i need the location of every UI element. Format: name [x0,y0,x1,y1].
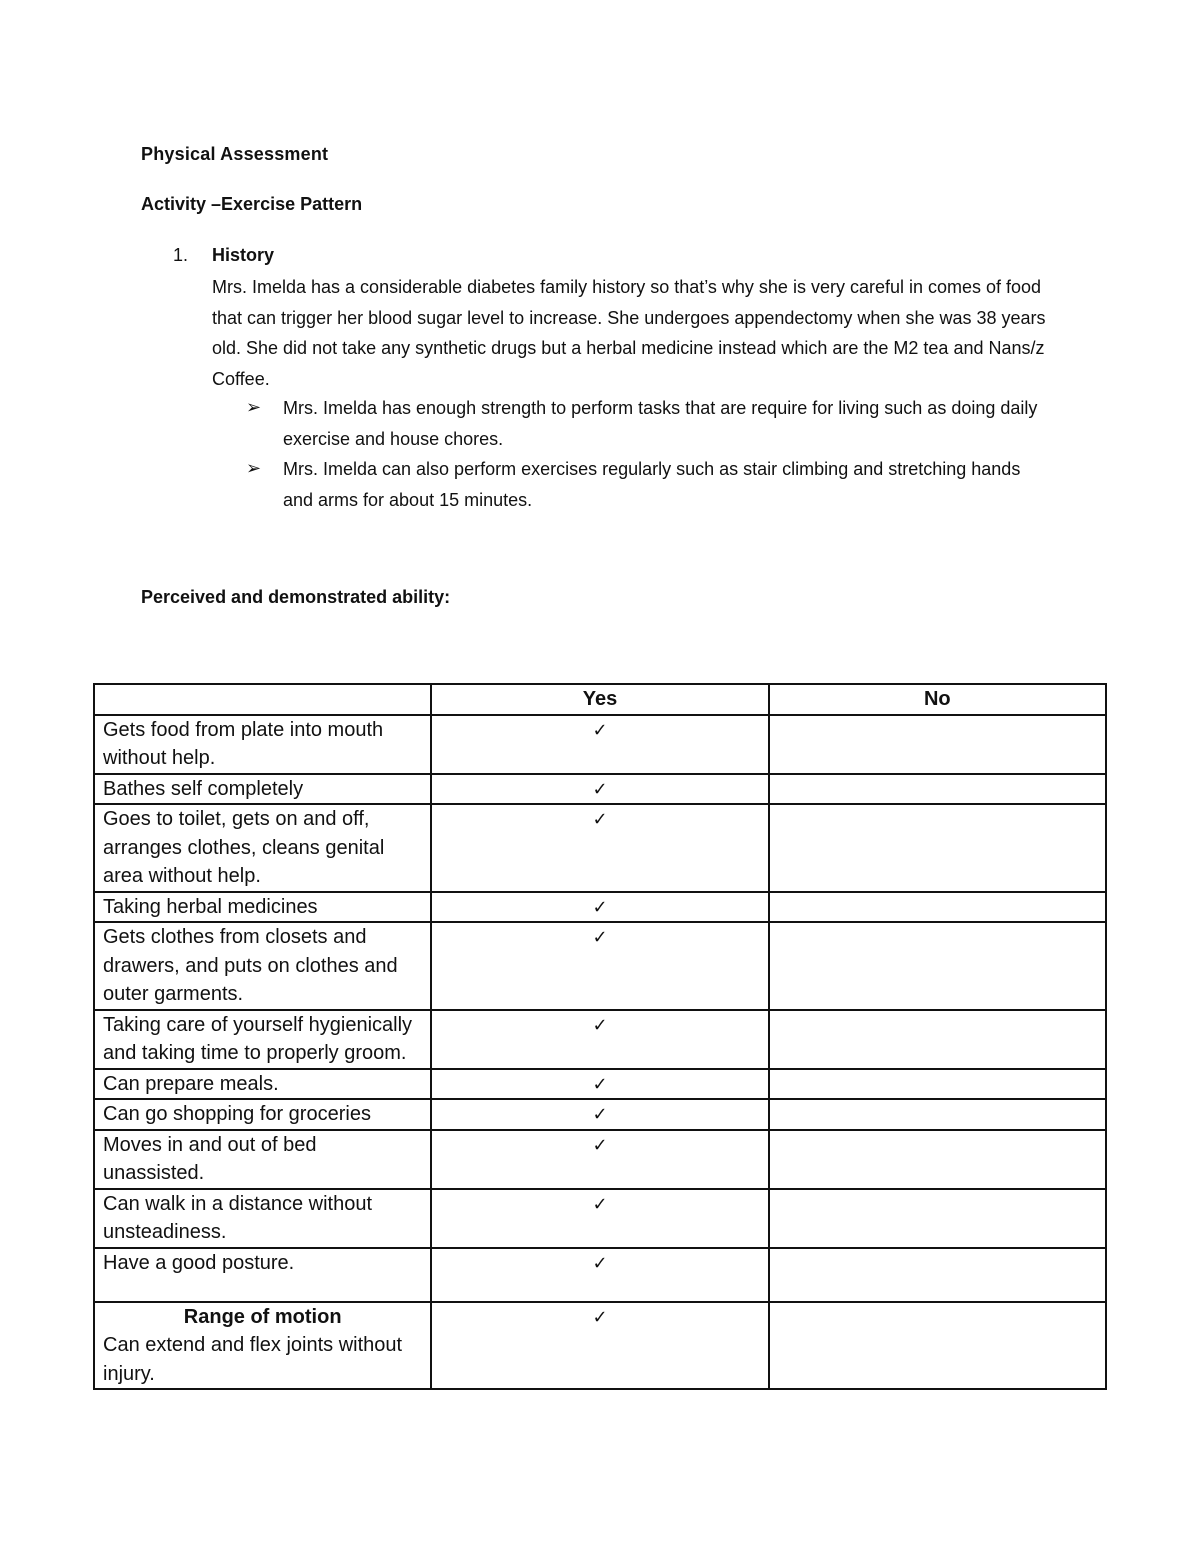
header-blank [94,684,431,715]
range-of-motion-cell [94,1302,431,1390]
no-cell [769,774,1106,805]
checkmark-icon: ✓ [592,719,608,741]
header-no: No [769,684,1106,715]
history-paragraph: Mrs. Imelda has a considerable diabetes family history so that’s why she is very careful in comes of food that can trigger her blood sugar level to increase. She undergoes appendectomy when she was 38 years old. She did not take any synthetic drugs but a herbal medicine instead which are the M2 tea and Nans/z Coffee. [212,277,1046,389]
row-label: Goes to toilet, gets on and off, arranges clothes, cleans genital area without help. [94,804,431,892]
no-cell [769,1248,1106,1302]
no-cell [769,715,1106,774]
table-row [94,1010,1106,1069]
history-bullet-1: Mrs. Imelda has enough strength to perform tasks that are require for living such as doing daily exercise and house chores. [283,398,1038,449]
arrow-bullet-icon: ➢ [246,397,262,417]
checkmark-icon: ✓ [592,1073,608,1095]
row-label: Have a good posture. [94,1248,431,1302]
checkmark-icon: ✓ [592,1193,608,1215]
checkmark-icon: ✓ [592,1252,608,1274]
no-cell [769,1069,1106,1100]
checkmark-icon: ✓ [592,1104,608,1125]
checkmark-icon: ✓ [592,927,608,948]
table-row [94,892,1106,923]
checkmark-icon: ✓ [592,1134,608,1156]
checkmark-icon: ✓ [592,1014,608,1036]
row-label: Taking care of yourself hygienically and taking time to properly groom. [94,1010,431,1069]
table-row [94,1099,1106,1130]
row-label: Taking herbal medicines [94,892,431,923]
table-row [94,1189,1106,1248]
history-list-number: 1. [173,245,189,265]
row-label: Gets food from plate into mouth without help. [94,715,431,774]
section-subtitle: Activity –Exercise Pattern [141,194,363,214]
checkmark-icon: ✓ [592,1306,608,1328]
range-of-motion-heading: Range of motion [183,1305,342,1328]
history-bullet-2: Mrs. Imelda can also perform exercises regularly such as stair climbing and stretching hands and arms for about 15 minutes. [283,459,1021,510]
header-yes: Yes [431,684,768,715]
no-cell [769,804,1106,892]
ability-table [93,683,1107,1390]
no-cell [769,1010,1106,1069]
table-row [94,715,1106,774]
checkmark-icon: ✓ [592,778,608,800]
no-cell [769,1099,1106,1130]
table-row [94,1130,1106,1189]
no-cell [769,1130,1106,1189]
checkmark-icon: ✓ [592,896,608,918]
row-label: Can extend and flex joints without injury. [103,1334,403,1385]
page-title: Physical Assessment [141,144,329,164]
arrow-bullet-icon: ➢ [246,458,262,478]
table-row [94,804,1106,892]
table-row [94,774,1106,805]
row-label: Bathes self completely [94,774,431,805]
no-cell [769,1189,1106,1248]
row-label: Can prepare meals. [94,1069,431,1100]
row-label: Moves in and out of bed unassisted. [94,1130,431,1189]
table-row [94,1248,1106,1302]
no-cell [769,892,1106,923]
checkmark-icon: ✓ [592,809,608,830]
perceived-ability-heading: Perceived and demonstrated ability: [141,587,451,607]
table-row [94,1069,1106,1100]
row-label: Gets clothes from closets and drawers, and puts on clothes and outer garments. [94,922,431,1010]
table-row [94,1302,1106,1390]
no-cell [769,1302,1106,1390]
history-heading: History [212,245,275,265]
row-label: Can go shopping for groceries [94,1099,431,1130]
table-header-row [94,684,1106,715]
table-row [94,922,1106,1010]
row-label: Can walk in a distance without unsteadiness. [94,1189,431,1248]
no-cell [769,922,1106,1010]
